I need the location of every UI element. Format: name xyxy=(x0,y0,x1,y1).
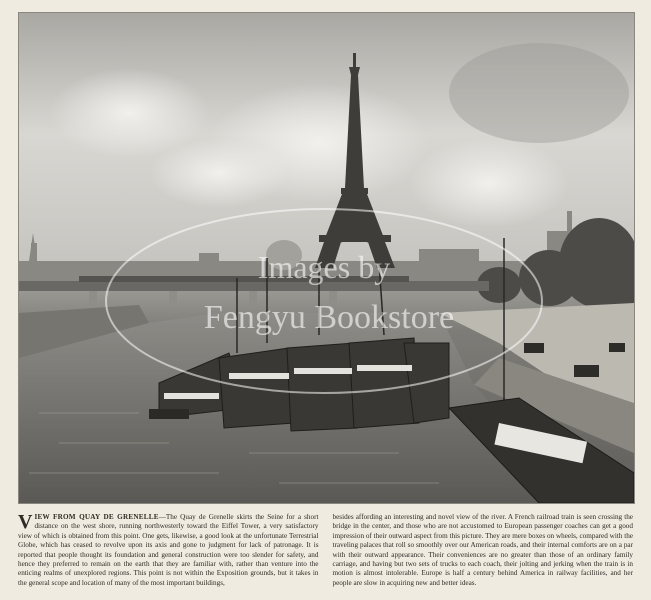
dropcap: V xyxy=(18,511,33,533)
caption-text-right: besides affording an interesting and novel view of the river. A French railroad train is seen crossing the bridge in the center, and those who are not accustomed to European passenger coaches can get a good impression of their outward aspect from this picture. They are mere boxes on wheels, compared with the traveling palaces that roll so smoothly over our American roads, and their internal comforts are on a par with their outward appearance. Their conveniences are no greater than those of an ordinary family carriage, and having but two sets of trucks to each coach, their jolting and jerking when the train is in motion is almost intolerable. Europe is half a century behind America in railway facilities, and her people are slow in acquiring new and better ideas. xyxy=(332,513,633,587)
caption-heading: IEW FROM QUAY DE GRENELLE xyxy=(34,513,159,521)
watermark-line2: Fengyu Bookstore xyxy=(203,299,455,336)
caption xyxy=(18,513,633,588)
cloud xyxy=(409,138,569,228)
photo-illustration xyxy=(19,13,634,503)
cloud xyxy=(149,138,289,208)
photograph-seine-eiffel-tower xyxy=(18,12,635,504)
caption-column-left xyxy=(18,513,319,588)
watermark-line1: Images by xyxy=(257,249,391,285)
caption-column-right xyxy=(333,513,634,588)
cloud-dark xyxy=(449,43,629,143)
caption-text-left: —The Quay de Grenelle skirts the Seine for a short distance on the west shore, running northwesterly toward the Eiffel Tower, a very satisfactory view of which is obtained from this point. One gets, likewise, a good look at the unfortunate Terrestrial Globe, which has ceased to revolve upon its axis and gone to judgment for lack of patronage. It is reported that people thought its foundation and general construction were too slender for safety, and hence they preferred to remain on the earth that they are familiar with, rather than venture into the enticing realms of unexplored regions. This point is not within the Exposition grounds, but it takes in the general scope and location of many of the most important buildings, xyxy=(18,513,319,587)
